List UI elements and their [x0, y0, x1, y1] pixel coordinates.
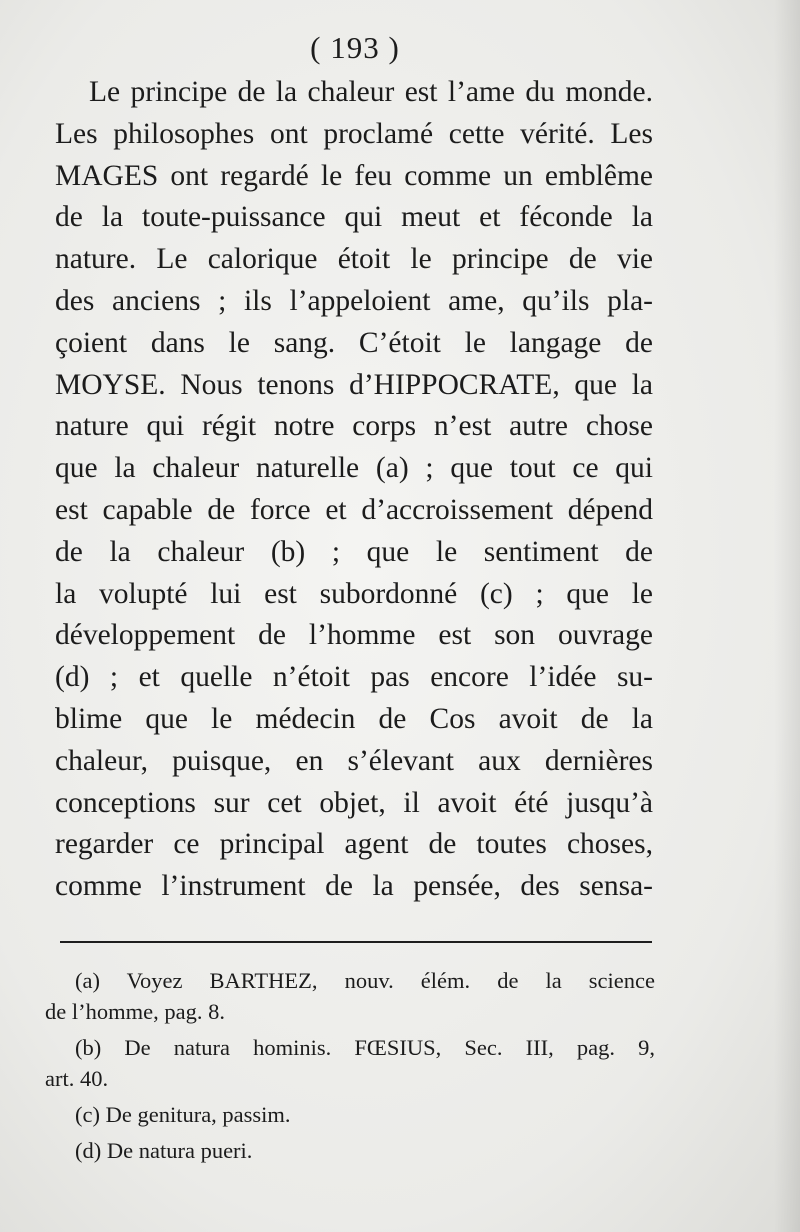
text-line: que la chaleur naturelle (a) ; que tout ce qui: [55, 452, 653, 485]
text-line: çoient dans le sang. C’étoit le langage de: [55, 326, 653, 359]
text-line: de la toute-puissance qui meut et féconde la: [55, 201, 653, 234]
footnote-separator: [60, 941, 652, 943]
footnote-a-continued: de l’homme, pag. 8.: [45, 999, 225, 1024]
main-paragraph: [55, 72, 653, 908]
text-line: nature qui régit notre corps n’est autre chose: [55, 410, 653, 443]
text-line: la volupté lui est subordonné (c) ; que le: [55, 577, 653, 610]
text-line: de la chaleur (b) ; que le sentiment de: [55, 535, 653, 568]
footnote-c: (c) De genitura, passim.: [75, 1102, 291, 1127]
text-line: Les philosophes ont proclamé cette vérité. Les: [55, 117, 653, 150]
footnote-b-continued: art. 40.: [45, 1066, 109, 1091]
text-line: blime que le médecin de Cos avoit de la: [55, 702, 653, 735]
text-line: des anciens ; ils l’appeloient ame, qu’ils pla-: [55, 284, 653, 317]
text-line: nature. Le calorique étoit le principe de vie: [55, 243, 653, 276]
text-line: Le principe de la chaleur est l’ame du monde.: [89, 76, 653, 108]
text-line: comme l’instrument de la pensée, des sensa-: [55, 870, 653, 903]
text-line: développement de l’homme est son ouvrage: [55, 619, 653, 652]
footnotes: [45, 965, 655, 1166]
text-line: est capable de force et d’accroissement dépend: [55, 493, 653, 526]
text-line: conceptions sur cet objet, il avoit été jusqu’à: [55, 786, 653, 819]
footnote-b: (b) De natura hominis. FŒSIUS, Sec. III, pag. 9,: [75, 1035, 655, 1060]
text-line: (d) ; et quelle n’étoit pas encore l’idée su-: [55, 661, 653, 694]
footnote-a: (a) Voyez BARTHEZ, nouv. élém. de la science: [75, 968, 655, 993]
text-line: MAGES ont regardé le feu comme un emblême: [55, 159, 653, 192]
footnote-d: (d) De natura pueri.: [75, 1138, 253, 1163]
text-line: chaleur, puisque, en s’élevant aux dernières: [55, 744, 653, 777]
page-number: ( 193 ): [310, 30, 400, 65]
text-line: regarder ce principal agent de toutes choses,: [55, 828, 653, 861]
page-edge-shadow: [774, 0, 800, 1232]
text-line: MOYSE. Nous tenons d’HIPPOCRATE, que la: [55, 368, 653, 401]
